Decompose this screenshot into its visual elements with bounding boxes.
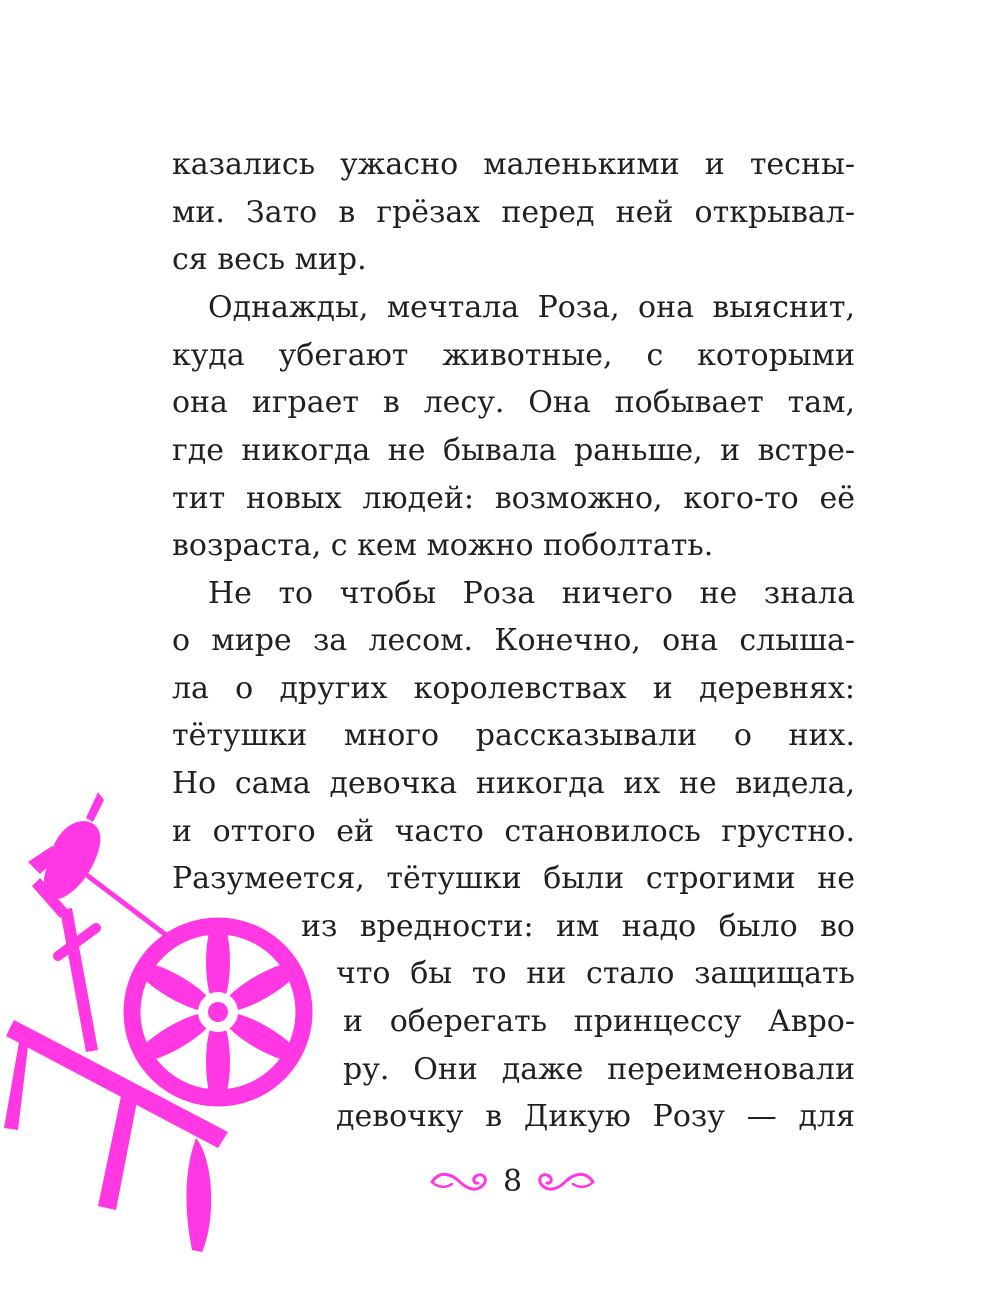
text-line: Не то чтобы Роза ничего не знала xyxy=(208,576,855,611)
text-line: что бы то ни стало защищать xyxy=(336,956,855,991)
text-line: Разумеется, тётушки были строгими не xyxy=(172,861,855,896)
text-line: ла о других королевствах и деревнях: xyxy=(172,671,855,706)
text-line: казались ужасно маленькими и тесны- xyxy=(172,147,855,182)
text-line: Но сама девочка никогда их не видела, xyxy=(172,766,855,801)
text-line: она играет в лесу. Она побывает там, xyxy=(172,385,855,420)
text-line: и оберегать принцессу Авро- xyxy=(343,1004,855,1039)
text-line: ми. Зато в грёзах перед ней открывал- xyxy=(172,195,855,230)
text-line: о мире за лесом. Конечно, она слыша- xyxy=(172,623,855,658)
text-line: ся весь мир. xyxy=(172,242,367,277)
text-line: и оттого ей часто становилось грустно. xyxy=(172,814,855,849)
text-line: Однажды, мечтала Роза, она выяснит, xyxy=(208,290,855,325)
text-line: ру. Они даже переименовали xyxy=(343,1052,855,1087)
text-line: тит новых людей: возможно, кого-то её xyxy=(172,481,855,516)
text-line: девочку в Дикую Розу — для xyxy=(336,1099,855,1134)
text-line: тётушки много рассказывали о них. xyxy=(172,718,855,753)
swirl-ornament-icon xyxy=(535,1168,595,1196)
page-number: 8 xyxy=(502,1164,523,1199)
text-line: из вредности: им надо было во xyxy=(301,909,855,944)
spinning-wheel-icon xyxy=(0,780,340,1255)
text-line: возраста, с кем можно поболтать. xyxy=(172,528,714,563)
text-line: куда убегают животные, с которыми xyxy=(172,338,855,373)
text-line: где никогда не бывала раньше, и встре- xyxy=(172,433,855,468)
page-footer xyxy=(430,1160,595,1204)
